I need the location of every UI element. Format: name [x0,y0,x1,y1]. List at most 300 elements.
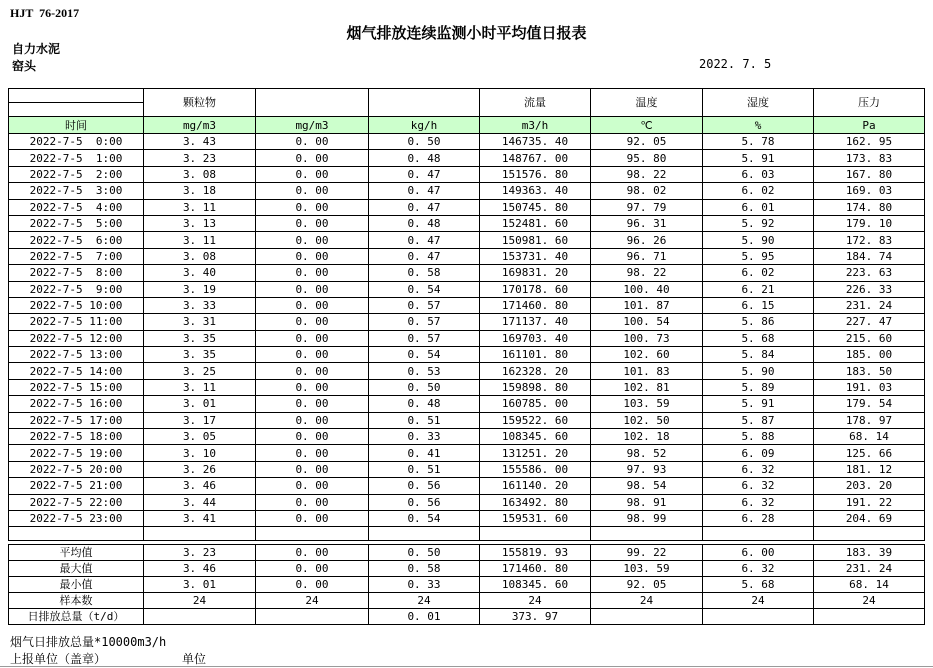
value-cell: 0. 41 [369,445,480,461]
value-cell: 6. 01 [703,199,814,215]
value-cell: 99. 22 [591,545,703,561]
value-cell: 3. 13 [144,215,256,231]
value-cell: 0. 47 [369,232,480,248]
page-title: 烟气排放连续监测小时平均值日报表 [346,24,587,42]
unit-cell: mg/m3 [144,117,256,134]
unit-cell: m3/h [480,117,591,134]
value-cell: 146735. 40 [480,134,591,150]
hourly-row [9,396,925,412]
hourly-row [9,199,925,215]
unit-label: 单位 [182,652,207,666]
hourly-row [9,232,925,248]
value-cell: 150981. 60 [480,232,591,248]
value-cell [256,609,369,625]
value-cell: 5. 92 [703,215,814,231]
value-cell: 184. 74 [814,248,925,264]
value-cell: 0. 00 [256,577,369,593]
value-cell: 231. 24 [814,297,925,313]
time-cell: 2022-7-5 5:00 [9,215,144,231]
value-cell: 3. 46 [144,561,256,577]
value-cell: 125. 66 [814,445,925,461]
value-cell: 0. 47 [369,199,480,215]
value-cell: 0. 00 [256,134,369,150]
value-cell: 171460. 80 [480,297,591,313]
time-cell: 2022-7-5 15:00 [9,379,144,395]
value-cell: 3. 46 [144,478,256,494]
value-cell: 3. 26 [144,461,256,477]
report-date: 2022. 7. 5 [699,57,772,71]
value-cell: 92. 05 [591,134,703,150]
value-cell: 103. 59 [591,396,703,412]
hourly-row [9,494,925,510]
time-cell: 2022-7-5 4:00 [9,199,144,215]
value-cell: 3. 40 [144,265,256,281]
company-name: 自力水泥 [12,42,61,56]
value-cell: 161101. 80 [480,347,591,363]
value-cell: 5. 84 [703,347,814,363]
value-cell: 24 [591,593,703,609]
standard-code: HJT 76-2017 [10,6,80,20]
value-cell: 95. 80 [591,150,703,166]
summary-row [9,545,925,561]
value-cell: 172. 83 [814,232,925,248]
value-cell: 6. 32 [703,478,814,494]
value-cell: 3. 43 [144,134,256,150]
hourly-row [9,379,925,395]
unit-cell: ℃ [591,117,703,134]
value-cell: 231. 24 [814,561,925,577]
col-header-blank-1 [256,89,369,117]
value-cell: 3. 31 [144,314,256,330]
value-cell: 161140. 20 [480,478,591,494]
value-cell: 150745. 80 [480,199,591,215]
value-cell: 0. 00 [256,248,369,264]
value-cell: 5. 68 [703,330,814,346]
value-cell: 153731. 40 [480,248,591,264]
hourly-row [9,265,925,281]
value-cell: 98. 54 [591,478,703,494]
value-cell: 3. 35 [144,347,256,363]
value-cell: 169703. 40 [480,330,591,346]
value-cell: 5. 90 [703,232,814,248]
col-header-blank-2 [369,89,480,117]
value-cell: 3. 05 [144,429,256,445]
value-cell: 3. 17 [144,412,256,428]
value-cell: 0. 00 [256,445,369,461]
time-cell: 2022-7-5 21:00 [9,478,144,494]
unit-cell: % [703,117,814,134]
time-cell: 2022-7-5 20:00 [9,461,144,477]
value-cell: 5. 90 [703,363,814,379]
value-cell: 0. 50 [369,379,480,395]
value-cell: 68. 14 [814,429,925,445]
time-cell: 2022-7-5 9:00 [9,281,144,297]
value-cell: 96. 71 [591,248,703,264]
value-cell: 98. 22 [591,265,703,281]
time-cell: 2022-7-5 13:00 [9,347,144,363]
value-cell: 68. 14 [814,577,925,593]
time-cell: 2022-7-5 19:00 [9,445,144,461]
report-tables [8,88,925,625]
value-cell: 0. 48 [369,215,480,231]
value-cell: 6. 02 [703,265,814,281]
value-cell: 3. 01 [144,577,256,593]
value-cell: 0. 00 [256,396,369,412]
value-cell: 171460. 80 [480,561,591,577]
value-cell: 204. 69 [814,510,925,526]
value-cell: 97. 79 [591,199,703,215]
value-cell: 24 [144,593,256,609]
value-cell: 0. 50 [369,545,480,561]
summary-row [9,593,925,609]
value-cell: 162. 95 [814,134,925,150]
value-cell: 100. 73 [591,330,703,346]
summary-label-cell: 样本数 [9,593,144,609]
time-cell: 2022-7-5 12:00 [9,330,144,346]
value-cell: 0. 00 [256,150,369,166]
value-cell [703,609,814,625]
value-cell: 97. 93 [591,461,703,477]
col-header-flow: 流量 [480,89,591,117]
summary-label-cell: 平均值 [9,545,144,561]
value-cell: 131251. 20 [480,445,591,461]
value-cell: 6. 21 [703,281,814,297]
blank-cell [256,527,369,541]
value-cell: 108345. 60 [480,577,591,593]
value-cell: 183. 39 [814,545,925,561]
value-cell: 3. 11 [144,199,256,215]
value-cell: 0. 00 [256,545,369,561]
summary-row [9,577,925,593]
flue-gas-total-note: 烟气日排放总量*10000m3/h [10,635,167,649]
value-cell: 215. 60 [814,330,925,346]
blank-cell [144,527,256,541]
value-cell [591,609,703,625]
col-header-humidity: 湿度 [703,89,814,117]
value-cell: 173. 83 [814,150,925,166]
hourly-data-table [8,88,925,541]
time-cell: 2022-7-5 7:00 [9,248,144,264]
value-cell: 163492. 80 [480,494,591,510]
monitoring-point: 窑头 [12,59,37,73]
value-cell: 174. 80 [814,199,925,215]
value-cell: 3. 23 [144,150,256,166]
hourly-row [9,510,925,526]
value-cell: 0. 00 [256,561,369,577]
summary-table [8,544,925,625]
value-cell: 24 [480,593,591,609]
value-cell: 155586. 00 [480,461,591,477]
hourly-row [9,478,925,494]
value-cell: 203. 20 [814,478,925,494]
value-cell: 0. 00 [256,494,369,510]
value-cell: 191. 03 [814,379,925,395]
time-cell: 2022-7-5 1:00 [9,150,144,166]
summary-row [9,609,925,625]
hourly-row [9,166,925,182]
separator-blank-row [9,527,925,541]
value-cell: 0. 00 [256,461,369,477]
hourly-row [9,445,925,461]
value-cell: 0. 56 [369,478,480,494]
hourly-row [9,215,925,231]
value-cell: 24 [256,593,369,609]
value-cell: 159522. 60 [480,412,591,428]
value-cell: 96. 26 [591,232,703,248]
value-cell: 3. 08 [144,248,256,264]
hourly-row [9,412,925,428]
value-cell: 6. 03 [703,166,814,182]
value-cell: 6. 15 [703,297,814,313]
value-cell: 155819. 93 [480,545,591,561]
value-cell: 0. 00 [256,265,369,281]
value-cell: 5. 95 [703,248,814,264]
value-cell: 226. 33 [814,281,925,297]
time-cell: 2022-7-5 11:00 [9,314,144,330]
value-cell: 160785. 00 [480,396,591,412]
value-cell: 3. 35 [144,330,256,346]
value-cell: 0. 57 [369,330,480,346]
value-cell: 0. 48 [369,150,480,166]
value-cell: 6. 32 [703,461,814,477]
value-cell: 0. 54 [369,510,480,526]
value-cell: 6. 32 [703,561,814,577]
value-cell: 98. 91 [591,494,703,510]
value-cell: 0. 00 [256,166,369,182]
value-cell: 0. 00 [256,314,369,330]
value-cell: 3. 41 [144,510,256,526]
value-cell: 191. 22 [814,494,925,510]
unit-cell: kg/h [369,117,480,134]
value-cell: 0. 57 [369,314,480,330]
value-cell: 179. 10 [814,215,925,231]
time-cell: 2022-7-5 0:00 [9,134,144,150]
value-cell: 0. 00 [256,215,369,231]
value-cell: 170178. 60 [480,281,591,297]
value-cell: 103. 59 [591,561,703,577]
hourly-row [9,363,925,379]
value-cell: 5. 91 [703,396,814,412]
value-cell: 0. 01 [369,609,480,625]
value-cell: 102. 50 [591,412,703,428]
value-cell: 0. 00 [256,183,369,199]
value-cell: 185. 00 [814,347,925,363]
value-cell: 3. 19 [144,281,256,297]
time-cell: 2022-7-5 6:00 [9,232,144,248]
value-cell: 0. 47 [369,166,480,182]
summary-label-cell: 日排放总量（t/d） [9,609,144,625]
value-cell: 108345. 60 [480,429,591,445]
value-cell: 3. 11 [144,379,256,395]
reporting-org-label: 上报单位（盖章） [10,652,107,666]
value-cell: 24 [369,593,480,609]
value-cell: 181. 12 [814,461,925,477]
header-corner-top-cell [9,89,144,103]
blank-cell [480,527,591,541]
value-cell: 0. 47 [369,248,480,264]
hourly-row [9,297,925,313]
value-cell: 0. 58 [369,265,480,281]
value-cell: 159531. 60 [480,510,591,526]
value-cell: 162328. 20 [480,363,591,379]
bottom-divider [0,666,933,667]
value-cell: 0. 58 [369,561,480,577]
value-cell: 98. 22 [591,166,703,182]
value-cell: 5. 88 [703,429,814,445]
value-cell: 169. 03 [814,183,925,199]
value-cell: 0. 00 [256,281,369,297]
value-cell: 151576. 80 [480,166,591,182]
hourly-row [9,347,925,363]
value-cell: 0. 33 [369,429,480,445]
value-cell: 167. 80 [814,166,925,182]
value-cell: 171137. 40 [480,314,591,330]
value-cell: 92. 05 [591,577,703,593]
value-cell: 178. 97 [814,412,925,428]
value-cell: 5. 91 [703,150,814,166]
unit-cell: Pa [814,117,925,134]
value-cell: 0. 51 [369,412,480,428]
value-cell: 179. 54 [814,396,925,412]
value-cell: 0. 00 [256,412,369,428]
value-cell: 0. 00 [256,297,369,313]
col-header-temperature: 温度 [591,89,703,117]
value-cell: 6. 32 [703,494,814,510]
value-cell: 100. 54 [591,314,703,330]
value-cell: 0. 00 [256,510,369,526]
hourly-row [9,150,925,166]
value-cell: 100. 40 [591,281,703,297]
hourly-row [9,248,925,264]
value-cell: 3. 44 [144,494,256,510]
value-cell: 373. 97 [480,609,591,625]
header-corner-bottom-cell [9,103,144,117]
value-cell: 0. 00 [256,363,369,379]
value-cell: 0. 00 [256,330,369,346]
summary-rows-body [9,545,925,625]
blank-cell [369,527,480,541]
hourly-row [9,314,925,330]
hourly-row [9,281,925,297]
value-cell: 5. 87 [703,412,814,428]
value-cell: 0. 00 [256,199,369,215]
value-cell: 0. 51 [369,461,480,477]
value-cell: 24 [814,593,925,609]
time-cell: 2022-7-5 18:00 [9,429,144,445]
time-cell: 2022-7-5 16:00 [9,396,144,412]
value-cell: 227. 47 [814,314,925,330]
value-cell: 152481. 60 [480,215,591,231]
value-cell: 0. 00 [256,347,369,363]
time-cell: 2022-7-5 17:00 [9,412,144,428]
value-cell: 98. 99 [591,510,703,526]
unit-header-row [9,117,925,134]
value-cell: 3. 23 [144,545,256,561]
time-cell: 2022-7-5 8:00 [9,265,144,281]
value-cell: 6. 28 [703,510,814,526]
value-cell: 0. 00 [256,232,369,248]
hourly-rows-body [9,134,925,527]
value-cell: 96. 31 [591,215,703,231]
value-cell: 5. 89 [703,379,814,395]
value-cell: 0. 56 [369,494,480,510]
value-cell: 148767. 00 [480,150,591,166]
value-cell: 102. 81 [591,379,703,395]
value-cell: 3. 10 [144,445,256,461]
value-cell: 223. 63 [814,265,925,281]
value-cell: 3. 33 [144,297,256,313]
col-header-pressure: 压力 [814,89,925,117]
value-cell: 5. 68 [703,577,814,593]
value-cell: 3. 01 [144,396,256,412]
value-cell: 159898. 80 [480,379,591,395]
value-cell: 3. 18 [144,183,256,199]
value-cell: 0. 50 [369,134,480,150]
value-cell: 98. 02 [591,183,703,199]
summary-label-cell: 最小值 [9,577,144,593]
time-cell: 2022-7-5 3:00 [9,183,144,199]
summary-row [9,561,925,577]
hourly-row [9,183,925,199]
value-cell: 6. 00 [703,545,814,561]
summary-label-cell: 最大值 [9,561,144,577]
blank-cell [703,527,814,541]
time-cell: 2022-7-5 14:00 [9,363,144,379]
value-cell: 6. 02 [703,183,814,199]
blank-cell [9,527,144,541]
value-cell: 0. 54 [369,347,480,363]
hourly-row [9,134,925,150]
value-cell: 0. 00 [256,429,369,445]
value-cell: 6. 09 [703,445,814,461]
value-cell: 101. 83 [591,363,703,379]
value-cell: 0. 53 [369,363,480,379]
value-cell: 101. 87 [591,297,703,313]
value-cell: 0. 33 [369,577,480,593]
value-cell: 5. 78 [703,134,814,150]
value-cell: 0. 54 [369,281,480,297]
pollutant-header-row [9,89,925,103]
blank-cell [591,527,703,541]
value-cell [144,609,256,625]
time-cell: 2022-7-5 10:00 [9,297,144,313]
value-cell: 183. 50 [814,363,925,379]
value-cell: 24 [703,593,814,609]
value-cell: 169831. 20 [480,265,591,281]
unit-cell: mg/m3 [256,117,369,134]
time-cell: 2022-7-5 23:00 [9,510,144,526]
time-cell: 2022-7-5 22:00 [9,494,144,510]
col-header-particulate: 颗粒物 [144,89,256,117]
value-cell: 0. 00 [256,379,369,395]
value-cell: 102. 60 [591,347,703,363]
value-cell: 0. 47 [369,183,480,199]
value-cell: 3. 08 [144,166,256,182]
value-cell: 0. 00 [256,478,369,494]
hourly-row [9,429,925,445]
value-cell: 3. 25 [144,363,256,379]
blank-cell [814,527,925,541]
value-cell [814,609,925,625]
time-header-cell: 时间 [9,117,144,134]
value-cell: 5. 86 [703,314,814,330]
value-cell: 3. 11 [144,232,256,248]
value-cell: 149363. 40 [480,183,591,199]
time-cell: 2022-7-5 2:00 [9,166,144,182]
value-cell: 0. 48 [369,396,480,412]
value-cell: 98. 52 [591,445,703,461]
value-cell: 102. 18 [591,429,703,445]
